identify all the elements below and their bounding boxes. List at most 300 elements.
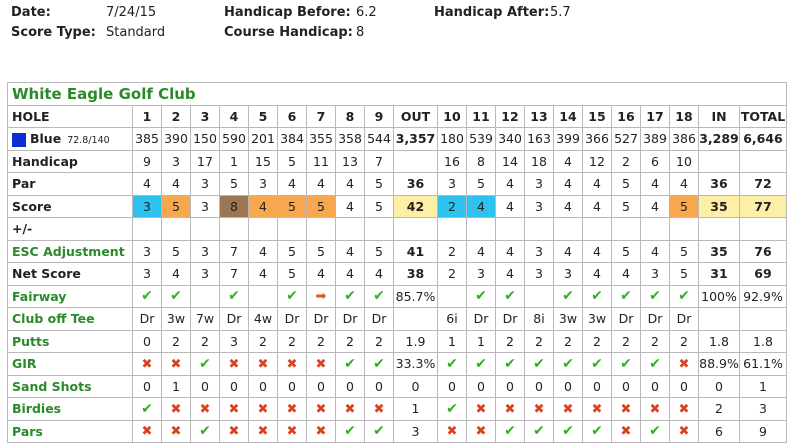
- score-cell: 3: [525, 240, 554, 263]
- score-cell: 5: [612, 195, 641, 218]
- row-gir: [8, 353, 787, 376]
- check-icon-cell: [191, 353, 220, 376]
- check-icon: ✔: [591, 355, 603, 372]
- x-icon: ✖: [170, 424, 182, 440]
- check-icon-cell: [525, 353, 554, 376]
- score-cell: 3w: [162, 308, 191, 331]
- score-cell: [525, 218, 554, 241]
- score-cell: 9: [740, 420, 787, 443]
- check-icon: ✔: [504, 288, 516, 305]
- x-icon: ✖: [228, 401, 240, 417]
- score-cell: [438, 285, 467, 308]
- check-icon-cell: [641, 420, 670, 443]
- score-cell: [467, 218, 496, 241]
- score-cell: 1.9: [394, 330, 438, 353]
- score-cell: 3: [191, 195, 220, 218]
- check-icon-cell: [641, 285, 670, 308]
- check-icon: ✔: [562, 355, 574, 372]
- score-cell: 4: [467, 195, 496, 218]
- score-cell: 0: [670, 375, 699, 398]
- score-type-value: Standard: [106, 25, 166, 40]
- score-cell: 4: [554, 195, 583, 218]
- row-label-club-off-tee: Club off Tee: [8, 308, 133, 331]
- tee-yardage-cell: 544: [365, 128, 394, 151]
- check-icon: ✔: [373, 423, 385, 440]
- score-cell: Dr: [641, 308, 670, 331]
- score-cell: Dr: [467, 308, 496, 331]
- score-cell: 14: [496, 150, 525, 173]
- score-cell: 6: [641, 150, 670, 173]
- score-cell: 2: [525, 330, 554, 353]
- score-cell: 11: [307, 150, 336, 173]
- row-net-score: [8, 263, 787, 286]
- score-cell: Dr: [133, 308, 162, 331]
- score-cell: 18: [525, 150, 554, 173]
- score-cell: 3w: [583, 308, 612, 331]
- score-cell: 5: [612, 173, 641, 196]
- score-cell: 1: [438, 330, 467, 353]
- check-icon: ✔: [678, 288, 690, 305]
- score-cell: [612, 218, 641, 241]
- check-icon-cell: [365, 420, 394, 443]
- check-icon: ✔: [562, 288, 574, 305]
- x-icon-cell: [612, 398, 641, 421]
- score-cell: 12: [583, 150, 612, 173]
- score-cell: 4: [496, 240, 525, 263]
- x-icon: ✖: [649, 401, 661, 417]
- score-cell: 5: [612, 240, 641, 263]
- score-cell: 4: [467, 240, 496, 263]
- score-cell: 3: [191, 240, 220, 263]
- check-icon: ✔: [649, 423, 661, 440]
- x-icon: ✖: [562, 401, 574, 417]
- x-icon-cell: [278, 398, 307, 421]
- score-cell: 3: [133, 240, 162, 263]
- check-icon: ✔: [562, 423, 574, 440]
- x-icon-cell: [496, 398, 525, 421]
- score-cell: 85.7%: [394, 285, 438, 308]
- score-cell: 4: [583, 173, 612, 196]
- check-icon-cell: [554, 285, 583, 308]
- check-icon-cell: [133, 285, 162, 308]
- score-cell: 3: [467, 263, 496, 286]
- check-icon: ✔: [373, 288, 385, 305]
- x-icon-cell: [220, 420, 249, 443]
- score-cell: 77: [740, 195, 787, 218]
- x-icon-cell: [365, 398, 394, 421]
- hole-row: [8, 105, 787, 128]
- x-icon: ✖: [315, 356, 327, 372]
- score-cell: [740, 308, 787, 331]
- score-cell: 2: [249, 330, 278, 353]
- score-cell: 0: [365, 375, 394, 398]
- score-cell: Dr: [365, 308, 394, 331]
- x-icon: ✖: [315, 424, 327, 440]
- row-label-putts: Putts: [8, 330, 133, 353]
- score-cell: 61.1%: [740, 353, 787, 376]
- score-cell: 4: [612, 263, 641, 286]
- hole-header-cell: 14: [554, 105, 583, 128]
- date-label: Date:: [11, 5, 51, 20]
- score-cell: [191, 285, 220, 308]
- score-cell: 0: [612, 375, 641, 398]
- row-birdies: [8, 398, 787, 421]
- check-icon-cell: [191, 420, 220, 443]
- score-cell: 2: [670, 330, 699, 353]
- tee-yardage-cell: 539: [467, 128, 496, 151]
- check-icon-cell: [583, 420, 612, 443]
- scorecard-table: [7, 82, 787, 443]
- check-icon: ✔: [199, 355, 211, 372]
- check-icon-cell: [220, 285, 249, 308]
- check-icon-cell: [496, 285, 525, 308]
- score-cell: [249, 218, 278, 241]
- tee-yardage-cell: 358: [336, 128, 365, 151]
- score-cell: 3: [220, 330, 249, 353]
- score-cell: 1: [220, 150, 249, 173]
- row-label-handicap: Handicap: [8, 150, 133, 173]
- score-cell: 3: [191, 173, 220, 196]
- hole-header-cell: 12: [496, 105, 525, 128]
- score-cell: 42: [394, 195, 438, 218]
- score-cell: 5: [365, 173, 394, 196]
- score-cell: [394, 150, 438, 173]
- check-icon-cell: [438, 398, 467, 421]
- score-cell: 31: [699, 263, 740, 286]
- hole-header-cell: 6: [278, 105, 307, 128]
- handicap-after-value: 5.7: [550, 5, 571, 20]
- x-icon-cell: [307, 398, 336, 421]
- score-cell: 5: [162, 240, 191, 263]
- score-cell: Dr: [278, 308, 307, 331]
- hole-header-cell: 3: [191, 105, 220, 128]
- check-icon: ✔: [591, 288, 603, 305]
- check-icon: ✔: [141, 400, 153, 417]
- score-cell: 4w: [249, 308, 278, 331]
- score-cell: 4: [641, 195, 670, 218]
- score-cell: 4: [496, 263, 525, 286]
- score-cell: 9: [133, 150, 162, 173]
- row-label-birdies: Birdies: [8, 398, 133, 421]
- check-icon: ✔: [286, 288, 298, 305]
- course-handicap-value: 8: [356, 25, 365, 40]
- x-icon: ✖: [591, 401, 603, 417]
- tee-yardage-cell: 355: [307, 128, 336, 151]
- score-cell: [307, 218, 336, 241]
- score-cell: 0: [220, 375, 249, 398]
- score-cell: [220, 218, 249, 241]
- hole-header-cell: 4: [220, 105, 249, 128]
- score-cell: 16: [438, 150, 467, 173]
- x-icon: ✖: [678, 356, 690, 372]
- score-cell: 1.8: [699, 330, 740, 353]
- check-icon: ✔: [475, 355, 487, 372]
- x-icon: ✖: [170, 401, 182, 417]
- x-icon-cell: [249, 398, 278, 421]
- check-icon: ✔: [228, 288, 240, 305]
- x-icon-cell: [467, 420, 496, 443]
- score-cell: 72: [740, 173, 787, 196]
- score-cell: 2: [278, 330, 307, 353]
- x-icon: ✖: [315, 401, 327, 417]
- tee-yardage-cell: 390: [162, 128, 191, 151]
- score-cell: 4: [554, 150, 583, 173]
- score-cell: 36: [394, 173, 438, 196]
- score-cell: 4: [336, 263, 365, 286]
- tee-yardage-cell: 180: [438, 128, 467, 151]
- score-cell: 10: [670, 150, 699, 173]
- score-cell: 0: [583, 375, 612, 398]
- hole-header-cell: 10: [438, 105, 467, 128]
- x-icon-cell: [220, 398, 249, 421]
- score-cell: 0: [699, 375, 740, 398]
- x-icon-cell: [162, 420, 191, 443]
- check-icon-cell: [336, 353, 365, 376]
- score-type-label: Score Type:: [11, 25, 96, 40]
- check-icon: ✔: [649, 288, 661, 305]
- score-cell: 2: [554, 330, 583, 353]
- score-cell: 7w: [191, 308, 220, 331]
- check-icon-cell: [641, 353, 670, 376]
- x-icon: ✖: [286, 356, 298, 372]
- check-icon: ✔: [170, 288, 182, 305]
- x-icon-cell: [670, 420, 699, 443]
- row-sand-shots: [8, 375, 787, 398]
- x-icon-cell: [307, 420, 336, 443]
- score-cell: 41: [394, 240, 438, 263]
- score-cell: 4: [133, 173, 162, 196]
- score-cell: Dr: [336, 308, 365, 331]
- check-icon: ✔: [446, 400, 458, 417]
- score-cell: 2: [191, 330, 220, 353]
- score-cell: 0: [191, 375, 220, 398]
- score-cell: [670, 218, 699, 241]
- score-cell: 0: [278, 375, 307, 398]
- score-cell: 8: [467, 150, 496, 173]
- check-icon: ✔: [649, 355, 661, 372]
- score-cell: [191, 218, 220, 241]
- score-cell: 1: [394, 398, 438, 421]
- check-icon: ✔: [475, 288, 487, 305]
- check-icon-cell: [365, 353, 394, 376]
- score-cell: 4: [670, 173, 699, 196]
- score-cell: [394, 218, 438, 241]
- score-cell: 3: [133, 195, 162, 218]
- score-cell: 0: [467, 375, 496, 398]
- score-cell: 4: [583, 240, 612, 263]
- row-label-fairway: Fairway: [8, 285, 133, 308]
- score-cell: [133, 218, 162, 241]
- x-icon: ✖: [475, 424, 487, 440]
- score-cell: 0: [249, 375, 278, 398]
- x-icon-cell: [336, 398, 365, 421]
- score-cell: 92.9%: [740, 285, 787, 308]
- score-cell: 4: [336, 195, 365, 218]
- miss-right-arrow-icon-cell: [307, 285, 336, 308]
- score-cell: 5: [278, 263, 307, 286]
- x-icon: ✖: [678, 401, 690, 417]
- row-label-net-score: Net Score: [8, 263, 133, 286]
- score-cell: 3: [525, 195, 554, 218]
- x-icon-cell: [525, 398, 554, 421]
- handicap-before-value: 6.2: [356, 5, 377, 20]
- score-cell: 4: [249, 195, 278, 218]
- x-icon: ✖: [170, 356, 182, 372]
- hole-header-label: HOLE: [8, 105, 133, 128]
- x-icon-cell: [467, 398, 496, 421]
- check-icon-cell: [612, 353, 641, 376]
- check-icon-cell: [336, 420, 365, 443]
- score-cell: 2: [438, 263, 467, 286]
- x-icon-cell: [612, 420, 641, 443]
- hole-header-cell: 7: [307, 105, 336, 128]
- score-cell: 5: [307, 240, 336, 263]
- score-cell: 4: [278, 173, 307, 196]
- score-cell: 5: [670, 240, 699, 263]
- hole-header-cell: 1: [133, 105, 162, 128]
- score-cell: 5: [670, 195, 699, 218]
- score-cell: 8: [220, 195, 249, 218]
- row-par: [8, 173, 787, 196]
- score-cell: 7: [365, 150, 394, 173]
- check-icon: ✔: [141, 288, 153, 305]
- row-label-par: Par: [8, 173, 133, 196]
- score-cell: [554, 218, 583, 241]
- score-cell: [336, 218, 365, 241]
- x-icon: ✖: [373, 401, 385, 417]
- score-cell: 4: [554, 173, 583, 196]
- check-icon: ✔: [533, 355, 545, 372]
- score-cell: 0: [133, 330, 162, 353]
- score-cell: 4: [162, 173, 191, 196]
- x-icon: ✖: [344, 401, 356, 417]
- x-icon: ✖: [620, 401, 632, 417]
- score-cell: 0: [307, 375, 336, 398]
- check-icon: ✔: [533, 423, 545, 440]
- tee-color-swatch: [12, 133, 26, 147]
- tee-yardage-cell: 3,289: [699, 128, 740, 151]
- score-cell: 0: [438, 375, 467, 398]
- tee-row-blue: [8, 128, 787, 151]
- score-cell: 4: [336, 173, 365, 196]
- row-label-sand-shots: Sand Shots: [8, 375, 133, 398]
- row-putts: [8, 330, 787, 353]
- x-icon-cell: [554, 398, 583, 421]
- score-cell: 5: [365, 195, 394, 218]
- row-label-esc-adjustment: ESC Adjustment: [8, 240, 133, 263]
- score-cell: 8i: [525, 308, 554, 331]
- hole-header-cell: OUT: [394, 105, 438, 128]
- hole-header-cell: TOTAL: [740, 105, 787, 128]
- check-icon: ✔: [591, 423, 603, 440]
- score-cell: 0: [525, 375, 554, 398]
- check-icon-cell: [336, 285, 365, 308]
- score-cell: 5: [278, 150, 307, 173]
- x-icon-cell: [162, 353, 191, 376]
- check-icon-cell: [496, 420, 525, 443]
- x-icon-cell: [249, 420, 278, 443]
- row-label-gir: GIR: [8, 353, 133, 376]
- hole-header-cell: 15: [583, 105, 612, 128]
- score-cell: 4: [365, 263, 394, 286]
- check-icon: ✔: [504, 355, 516, 372]
- miss-right-arrow-icon: ➡: [315, 289, 327, 305]
- score-cell: [249, 285, 278, 308]
- tee-yardage-cell: 386: [670, 128, 699, 151]
- score-cell: 4: [307, 173, 336, 196]
- score-cell: 2: [583, 330, 612, 353]
- check-icon: ✔: [504, 423, 516, 440]
- x-icon-cell: [670, 353, 699, 376]
- score-cell: 4: [249, 263, 278, 286]
- tee-yardage-cell: 3,357: [394, 128, 438, 151]
- tee-yardage-cell: 527: [612, 128, 641, 151]
- score-cell: 4: [583, 263, 612, 286]
- check-icon: ✔: [344, 355, 356, 372]
- score-cell: 3: [525, 173, 554, 196]
- row-label-score: Score: [8, 195, 133, 218]
- hole-header-cell: 2: [162, 105, 191, 128]
- score-cell: [583, 218, 612, 241]
- hole-header-cell: 13: [525, 105, 554, 128]
- score-cell: 0: [394, 375, 438, 398]
- score-cell: 3: [162, 150, 191, 173]
- round-summary-header: [0, 0, 803, 60]
- score-cell: 1: [162, 375, 191, 398]
- x-icon: ✖: [199, 401, 211, 417]
- score-cell: 15: [249, 150, 278, 173]
- x-icon-cell: [249, 353, 278, 376]
- score-cell: 2: [438, 195, 467, 218]
- score-cell: [365, 218, 394, 241]
- tee-yardage-cell: 385: [133, 128, 162, 151]
- score-cell: 1: [740, 375, 787, 398]
- x-icon-cell: [133, 420, 162, 443]
- x-icon-cell: [191, 398, 220, 421]
- check-icon-cell: [133, 398, 162, 421]
- score-cell: 0: [336, 375, 365, 398]
- score-cell: 5: [467, 173, 496, 196]
- check-icon-cell: [612, 285, 641, 308]
- score-cell: 4: [554, 240, 583, 263]
- score-cell: 1.8: [740, 330, 787, 353]
- score-cell: 100%: [699, 285, 740, 308]
- row-fairway: [8, 285, 787, 308]
- score-cell: 35: [699, 195, 740, 218]
- tee-yardage-cell: 399: [554, 128, 583, 151]
- score-cell: 4: [162, 263, 191, 286]
- hole-header-cell: IN: [699, 105, 740, 128]
- score-cell: 7: [220, 263, 249, 286]
- score-cell: Dr: [612, 308, 641, 331]
- score-cell: 4: [249, 240, 278, 263]
- score-cell: 4: [641, 240, 670, 263]
- score-cell: 6: [699, 420, 740, 443]
- hole-header-cell: 17: [641, 105, 670, 128]
- score-cell: 2: [641, 330, 670, 353]
- x-icon-cell: [438, 420, 467, 443]
- check-icon-cell: [438, 353, 467, 376]
- score-cell: 3: [191, 263, 220, 286]
- x-icon-cell: [583, 398, 612, 421]
- score-cell: Dr: [496, 308, 525, 331]
- score-cell: 2: [612, 150, 641, 173]
- x-icon-cell: [133, 353, 162, 376]
- tee-yardage-cell: 590: [220, 128, 249, 151]
- x-icon: ✖: [228, 424, 240, 440]
- score-cell: 6i: [438, 308, 467, 331]
- check-icon-cell: [278, 285, 307, 308]
